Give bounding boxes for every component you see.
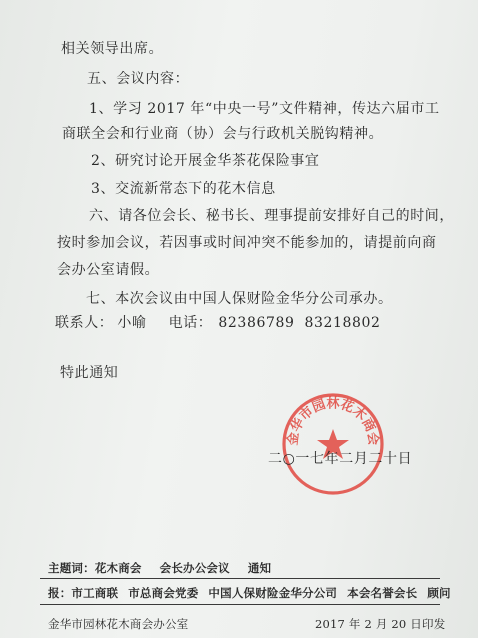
cc-item: 本会名誉会长	[347, 586, 418, 600]
phone-label: 电话：	[168, 315, 213, 331]
phone-number-2: 83218802	[304, 315, 381, 331]
body-line-5: 2、研究讨论开展金华茶花保险事宜	[91, 153, 320, 169]
notice-text: 特此通知	[60, 365, 119, 381]
cc-line	[48, 585, 451, 601]
body-line-1: 相关领导出席。	[61, 41, 164, 57]
phone-number-1: 82386789	[218, 315, 295, 331]
cc-item: 市总商会党委	[128, 586, 199, 600]
issue-date-text: 2017 年 2 月 20 日印发	[315, 617, 446, 631]
issuer-text: 金华市园林花木商会办公室	[48, 617, 189, 631]
subject-label: 主题词：	[48, 561, 95, 575]
date-text: 二○一七年二月二十日	[268, 451, 413, 467]
footer-divider	[40, 578, 440, 579]
contact-line	[55, 312, 381, 332]
section-heading-host: 七、本次会议由中国人保财险金华分公司承办。	[86, 291, 393, 307]
subject-item: 会长办公会议	[159, 561, 230, 575]
cc-item: 顾问	[427, 586, 451, 600]
body-line-4: 商联全会和行业商（协）会与行政机关脱钩精神。	[62, 126, 384, 142]
body-line-3: 1、学习 2017 年“中央一号”文件精神，传达六届市工	[89, 101, 440, 117]
cc-item: 市工商联	[71, 586, 119, 600]
body-line-9: 会办公室请假。	[57, 262, 160, 278]
section-heading-content: 五、会议内容：	[87, 71, 190, 87]
cc-label: 报：	[48, 586, 72, 600]
contact-label: 联系人：	[55, 315, 114, 331]
subject-line	[48, 560, 271, 576]
subject-item: 通知	[247, 561, 272, 575]
body-line-6: 3、交流新常态下的花木信息	[91, 181, 276, 197]
footer-divider	[40, 604, 440, 605]
contact-name: 小喻	[117, 315, 147, 331]
section-heading-attendance: 六、请各位会长、秘书长、理事提前安排好自己的时间，	[89, 208, 454, 224]
body-line-8: 按时参加会议，若因事或时间冲突不能参加的，请提前向商	[57, 235, 437, 251]
cc-item: 中国人保财险金华分公司	[208, 586, 338, 600]
official-seal	[281, 392, 385, 496]
seal-text: 金华市园林花木商会	[285, 396, 381, 447]
subject-item: 花木商会	[94, 561, 142, 575]
